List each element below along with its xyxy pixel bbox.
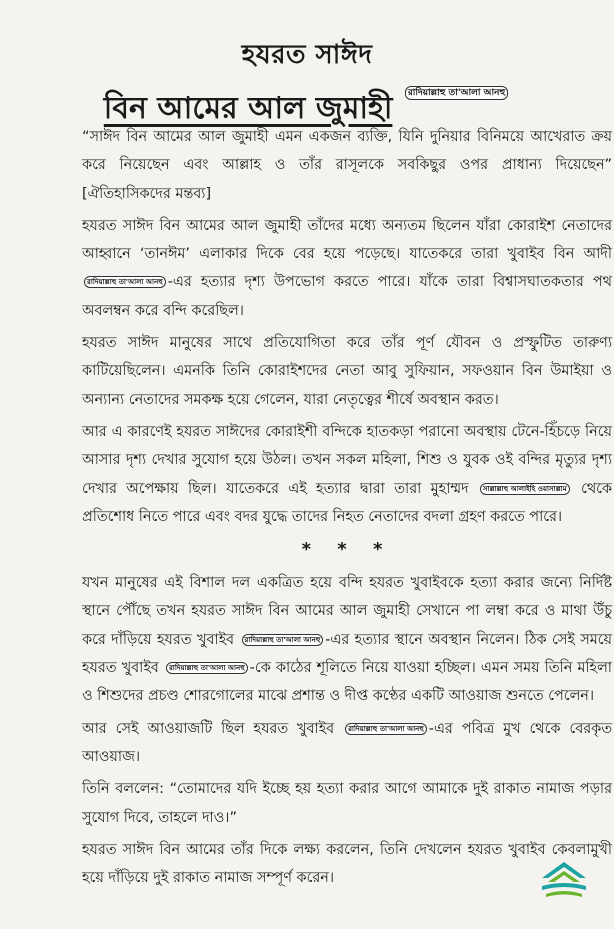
paragraph-4 — [82, 418, 612, 531]
chapter-body — [82, 123, 612, 896]
paragraph-2 — [82, 212, 612, 325]
paragraph-2-part-a: হযরত সাঈদ বিন আমের আল জুমাহী তাঁদের মধ্যে অন্যতম ছিলেন যাঁরা কোরাইশ নেতাদের আহ্বানে ‘তানঈম’ এলাকার দিকে বের হয়ে পড়েছে। যাতেকরে তারা খুবাইব বিন আদী — [82, 217, 612, 263]
paragraph-6-part-b: -এর পবিত্র মুখ থেকে বেরকৃত আওয়াজ। — [82, 720, 612, 765]
paragraph-3: হযরত সাঈদ মানুষের সাথে প্রতিযোগিতা করে তাঁর পূর্ণ যৌবন ও প্রস্ফুটিত তারুণ্য কাটিয়েছিলেন। এমনকি তিনি কোরাইশদের নেতা আবু সুফিয়ান, সফওয়ান বিন উমাইয়া ও অন্যান্য নেতাদের সমকক্ষ হয়ে গেলেন, যারা নেতৃত্বের শীর্ষে অবস্থান করত। — [82, 335, 612, 408]
chapter-title-line1: হযরত সাঈদ — [241, 40, 373, 70]
honorific-badge-icon: রাদিয়াল্লাহু তা'আলা আনহু — [166, 662, 248, 674]
salawat-badge-icon: সাল্লাল্লাহু আলাইহি ওয়াসাল্লাম — [480, 483, 570, 495]
paragraph-5-part-a: যখন মানুষের এই বিশাল দল একত্রিত হয়ে বন্দি হযরত খুবাইবকে হত্যা করার জন্যে নির্দিষ্ট স্থানে পৌঁছে তখন হযরত সাঈদ বিন আমের আল জুমাহী সেখানে পা লম্বা করে ও মাথা উঁচু করে দাঁড়িয়ে হযরত খুবাইব — [82, 575, 612, 648]
paragraph-4-part-a: আর এ কারণেই হযরত সাঈদের কোরাইশী বন্দিকে হাতকড়া পরানো অবস্থায় টেনে-হিঁচড়ে নিয়ে আসার দৃশ্য দেখার সুযোগ হয়ে উঠল। তখন সকল মহিলা, শিশু ও যুবক ওই বন্দির মৃত্যুর দৃশ্য দেখার অপেক্ষায় ছিল। যাতেকরে এই হত্যার দ্বারা তারা মুহাম্মদ — [82, 423, 612, 497]
paragraph-2-part-b: -এর হত্যার দৃশ্য উপভোগ করতে পারে। যাঁকে তারা বিশ্বাসঘাতকতার পথ অবলম্বন করে বন্দি করেছিল। — [82, 274, 612, 319]
honorific-badge-icon: রাদিয়াল্লাহু তা'আলা আনহু — [405, 86, 508, 100]
paragraph-5-part-c: -কে কাঠের শূলিতে নিয়ে যাওয়া হচ্ছিল। এমন সময় তিনি মহিলা ও শিশুদের প্রচণ্ড শোরগোলের মাঝে প্রশান্ত ও দীপ্ত কণ্ঠের একটি আওয়াজ শুনতে পেলেন। — [82, 660, 612, 705]
honorific-badge-icon: রাদিয়াল্লাহু তা'আলা আনহু — [345, 723, 427, 735]
section-separator: * * * — [301, 539, 393, 561]
honorific-badge-icon: রাদিয়াল্লাহু তা'আলা আনহু — [84, 276, 166, 288]
paragraph-4-part-b: থেকে প্রতিশোধ নিতে পারে এবং বদর যুদ্ধে তাদের নিহত নেতাদের বদলা গ্রহণ করতে পারে। — [82, 480, 612, 525]
paragraph-8: হযরত সাঈদ বিন আমের তাঁর দিকে লক্ষ্য করলেন, তিনি দেখলেন হযরত খুবাইব কেবলামুখী হয়ে দাঁড়িয়ে দুই রাকাত নামাজ সম্পূর্ণ করেন। — [82, 841, 612, 887]
paragraph-5 — [82, 569, 612, 710]
paragraph-7: তিনি বললেন: “তোমাদের যদি ইচ্ছে হয় হত্যা করার আগে আমাকে দুই রাকাত নামাজ পড়ার সুযোগ দিবে, তাহলে দাও।” — [82, 781, 612, 826]
honorific-badge-icon: রাদিয়াল্লাহু তা'আলা আনহু — [242, 634, 324, 646]
paragraph-5-part-b: -এর হত্যার স্থানে অবস্থান নিলেন। ঠিক সেই সময়ে হযরত খুবাইব — [82, 631, 612, 677]
paragraph-quote: “সাঈদ বিন আমের আল জুমাহী এমন একজন ব্যক্তি, যিনি দুনিয়ার বিনিময়ে আখেরাত ক্রয় করে নিয়েছেন এবং আল্লাহ ও তাঁর রাসূলকে সবকিছুর ওপর প্রাধান্য দিয়েছেন” [ঐতিহাসিকদের মন্তব্য] — [82, 129, 612, 202]
publisher-logo-icon — [534, 852, 594, 902]
paragraph-6-part-a: আর সেই আওয়াজটি ছিল হযরত খুবাইব — [82, 720, 335, 737]
chapter-title-name: বিন আমের আল জুমাহী — [103, 91, 393, 126]
paragraph-6 — [82, 715, 612, 772]
